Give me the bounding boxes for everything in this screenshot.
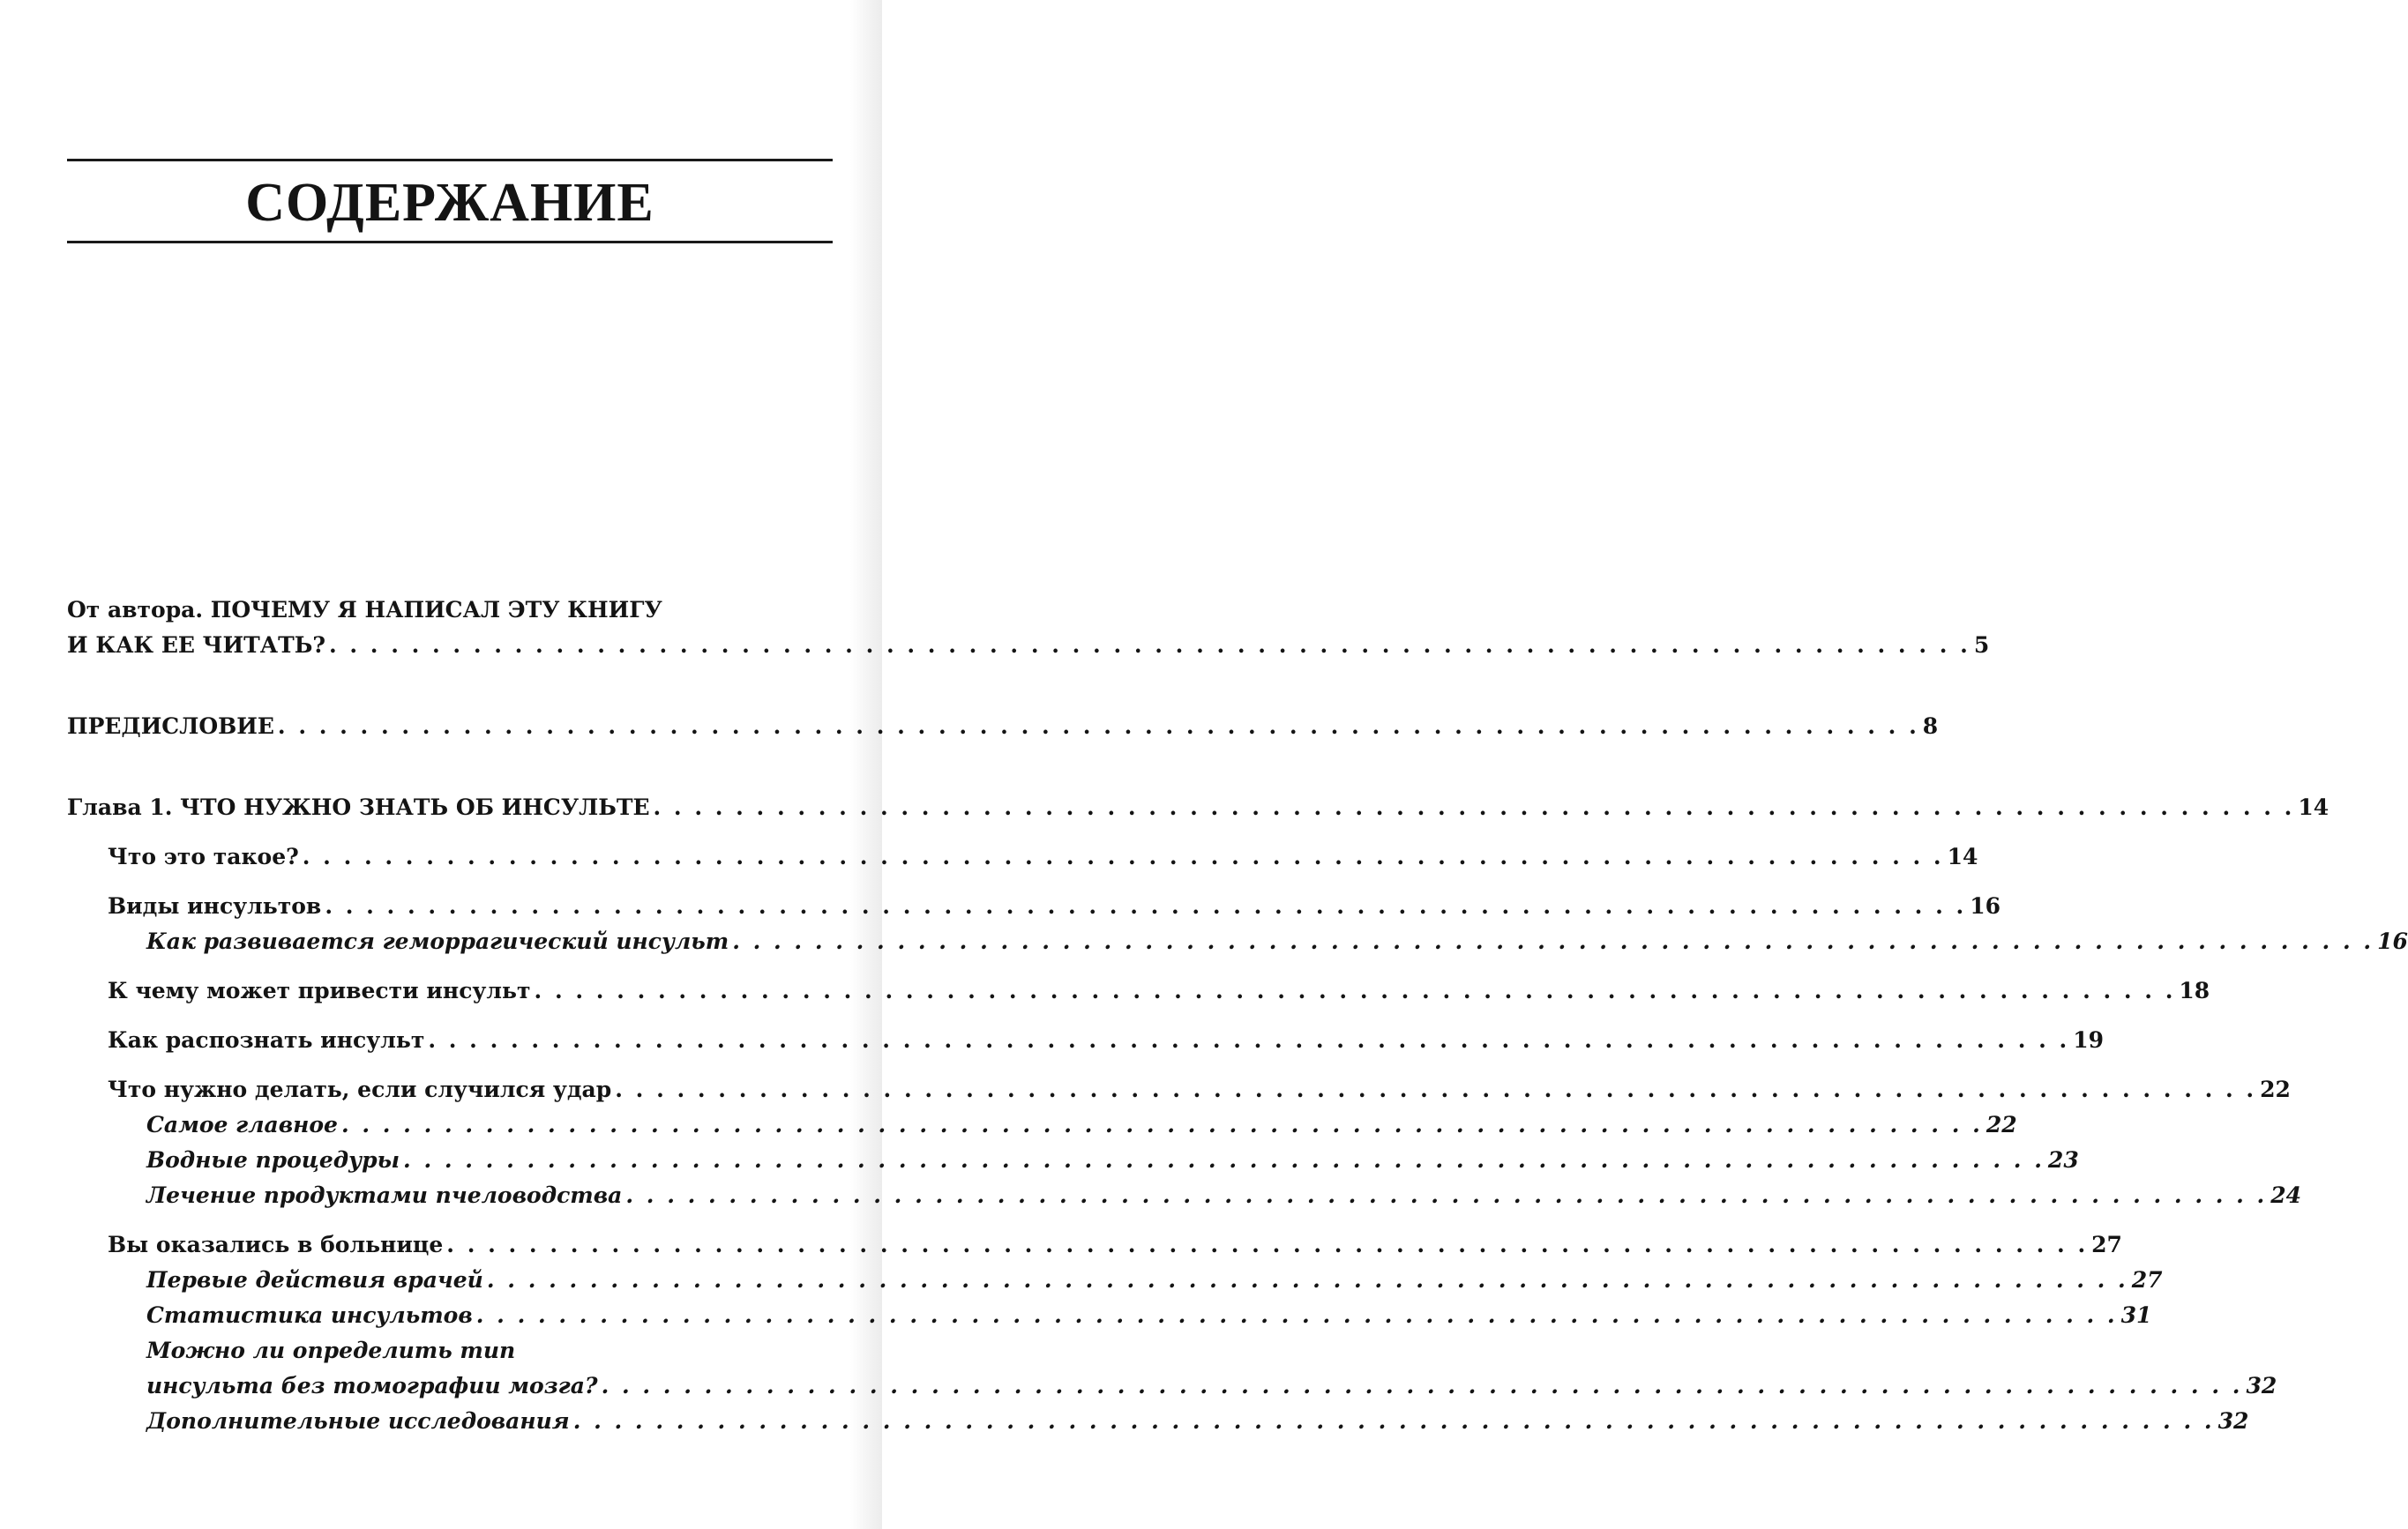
toc-entry-hemorrhagic[interactable] (146, 924, 2408, 959)
toc-entry-label: Как распознать инсульт (108, 1027, 425, 1053)
dot-leader: . . . . . . . . . . . . . . . . . . . . . . . . . . . . . . . . . . . . . . . . . . . . . . . . . . . . . . . . . . . . . . . . . . . . . . . . . . . . . . . . (732, 929, 2374, 954)
toc-entry-label: Статистика инсультов (146, 1302, 473, 1328)
toc-page-number: 24 (2270, 1182, 2302, 1208)
toc-page-number: 14 (2298, 794, 2329, 820)
toc-entry-statistics[interactable] (146, 1298, 2152, 1333)
toc-entry-label: Первые действия врачей (146, 1267, 483, 1293)
dot-leader: . . . . . . . . . . . . . . . . . . . . . . . . . . . . . . . . . . . . . . . . . . . . . . . . . . . . . . . . . . . . . . . . . . . . . . . . . . . . . . . . (486, 1267, 2128, 1293)
toc-page-number: 5 (1973, 632, 1990, 658)
toc-page-number: 19 (2073, 1027, 2105, 1053)
dot-leader: . . . . . . . . . . . . . . . . . . . . . . . . . . . . . . . . . . . . . . . . . . . . . . . . . . . . . . . . . . . . . . . . . . . . . . . . . . . . . . . . (403, 1147, 2045, 1173)
dot-leader: . . . . . . . . . . . . . . . . . . . . . . . . . . . . . . . . . . . . . . . . . . . . . . . . . . . . . . . . . . . . . . . . . . . . . . . . . . . . . . . . (534, 978, 2176, 1003)
toc-entry-label: И КАК ЕЕ ЧИТАТЬ? (67, 632, 325, 658)
page-title: СОДЕРЖАНИЕ (245, 173, 654, 233)
toc-entry-water[interactable] (146, 1143, 2079, 1178)
dot-leader: . . . . . . . . . . . . . . . . . . . . . . . . . . . . . . . . . . . . . . . . . . . . . . . . . . . . . . . . . . . . . . . . . . . . . . . . . . . . . . . . (325, 893, 1967, 919)
toc-entry-label: Виды инсультов (108, 893, 322, 919)
toc-entry-consequences[interactable] (108, 973, 2210, 1009)
toc-page-number: 27 (2091, 1232, 2122, 1257)
toc-page-number: 22 (2260, 1077, 2291, 1102)
toc-entry-label: Водные процедуры (146, 1147, 400, 1173)
toc-entry-label: Дополнительные исследования (146, 1408, 570, 1434)
toc-page-number: 27 (2131, 1267, 2163, 1293)
toc-entry-label: Что нужно делать, если случился удар (108, 1077, 612, 1102)
toc-entry-label: Самое главное (146, 1112, 338, 1137)
toc-page-number: 8 (1922, 713, 1939, 739)
toc-entry-recognize[interactable] (108, 1023, 2105, 1058)
toc-entry-what-to-do[interactable] (108, 1072, 2291, 1108)
toc-entry-additional[interactable] (146, 1404, 2249, 1439)
toc-entry-without-tomography-line1: Можно ли определить тип (146, 1338, 516, 1363)
toc-page-number: 32 (2246, 1373, 2277, 1398)
dot-leader: . . . . . . . . . . . . . . . . . . . . . . . . . . . . . . . . . . . . . . . . . . . . . . . . . . . . . . . . . . . . . . . . . . . . . . . . . . . . . . . . (277, 713, 1919, 739)
toc-entry-preface[interactable] (67, 709, 1939, 744)
toc-page-number: 18 (2179, 978, 2210, 1003)
dot-leader: . . . . . . . . . . . . . . . . . . . . . . . . . . . . . . . . . . . . . . . . . . . . . . . . . . . . . . . . . . . . . . . . . . . . . . . . . . . . . . . . (572, 1408, 2215, 1434)
toc-entry-most-important[interactable] (146, 1108, 2017, 1143)
toc-entry-label: ПРЕДИСЛОВИЕ (67, 713, 274, 739)
toc-entry-author[interactable] (67, 628, 1990, 663)
toc-entry-label: инсульта без томографии мозга? (146, 1373, 598, 1398)
toc-entry-first-actions[interactable] (146, 1263, 2163, 1298)
toc-entry-chapter-1[interactable] (67, 790, 2329, 825)
dot-leader: . . . . . . . . . . . . . . . . . . . . . . . . . . . . . . . . . . . . . . . . . . . . . . . . . . . . . . . . . . . . . . . . . . . . . . . . . . . . . . . . (328, 632, 1971, 658)
toc-page-number: 32 (2217, 1408, 2249, 1434)
title-rule-bottom (67, 241, 833, 243)
toc-entry-bee-products[interactable] (146, 1178, 2302, 1213)
toc-page-number: 16 (1970, 893, 2000, 919)
dot-leader: . . . . . . . . . . . . . . . . . . . . . . . . . . . . . . . . . . . . . . . . . . . . . . . . . . . . . . . . . . . . . . . . . . . . . . . . . . . . . . . . (601, 1373, 2243, 1398)
dot-leader: . . . . . . . . . . . . . . . . . . . . . . . . . . . . . . . . . . . . . . . . . . . . . . . . . . . . . . . . . . . . . . . . . . . . . . . . . . . . . . . . (625, 1182, 2268, 1208)
toc-entry-without-tomography[interactable] (146, 1369, 2277, 1404)
toc-entry-label: Глава 1. ЧТО НУЖНО ЗНАТЬ ОБ ИНСУЛЬТЕ (67, 794, 650, 820)
toc-entry-label: Вы оказались в больнице (108, 1232, 444, 1257)
dot-leader: . . . . . . . . . . . . . . . . . . . . . . . . . . . . . . . . . . . . . . . . . . . . . . . . . . . . . . . . . . . . . . . . . . . . . . . . . . . . . . . . (446, 1232, 2089, 1257)
toc-page-number: 31 (2120, 1302, 2152, 1328)
dot-leader: . . . . . . . . . . . . . . . . . . . . . . . . . . . . . . . . . . . . . . . . . . . . . . . . . . . . . . . . . . . . . . . . . . . . . . . . . . . . . . . . (615, 1077, 2257, 1102)
dot-leader: . . . . . . . . . . . . . . . . . . . . . . . . . . . . . . . . . . . . . . . . . . . . . . . . . . . . . . . . . . . . . . . . . . . . . . . . . . . . . . . . (302, 844, 1944, 869)
table-of-contents (0, 593, 2408, 1439)
toc-entry-types[interactable] (108, 889, 2000, 924)
toc-entry-label: К чему может привести инсульт (108, 978, 531, 1003)
toc-entry-label: Как развивается геморрагический инсульт (146, 929, 729, 954)
dot-leader: . . . . . . . . . . . . . . . . . . . . . . . . . . . . . . . . . . . . . . . . . . . . . . . . . . . . . . . . . . . . . . . . . . . . . . . . . . . . . . . . (340, 1112, 1983, 1137)
toc-entry-author-line1: От автора. ПОЧЕМУ Я НАПИСАЛ ЭТУ КНИГУ (67, 597, 662, 623)
title-rule-top (67, 159, 833, 161)
toc-page-number: 23 (2047, 1147, 2079, 1173)
toc-page-number: 16 (2377, 929, 2408, 954)
toc-page-number: 22 (1985, 1112, 2017, 1137)
toc-entry-hospital[interactable] (108, 1227, 2122, 1263)
dot-leader: . . . . . . . . . . . . . . . . . . . . . . . . . . . . . . . . . . . . . . . . . . . . . . . . . . . . . . . . . . . . . . . . . . . . . . . . . . . . . . . . (428, 1027, 2070, 1053)
toc-page-number: 14 (1947, 844, 1978, 869)
toc-entry-label: Что это такое? (108, 844, 299, 869)
dot-leader: . . . . . . . . . . . . . . . . . . . . . . . . . . . . . . . . . . . . . . . . . . . . . . . . . . . . . . . . . . . . . . . . . . . . . . . . . . . . . . . . (653, 794, 2295, 820)
toc-entry-label: Лечение продуктами пчеловодства (146, 1182, 623, 1208)
toc-entry-what-is-it[interactable] (108, 839, 1978, 875)
dot-leader: . . . . . . . . . . . . . . . . . . . . . . . . . . . . . . . . . . . . . . . . . . . . . . . . . . . . . . . . . . . . . . . . . . . . . . . . . . . . . . . . (475, 1302, 2118, 1328)
